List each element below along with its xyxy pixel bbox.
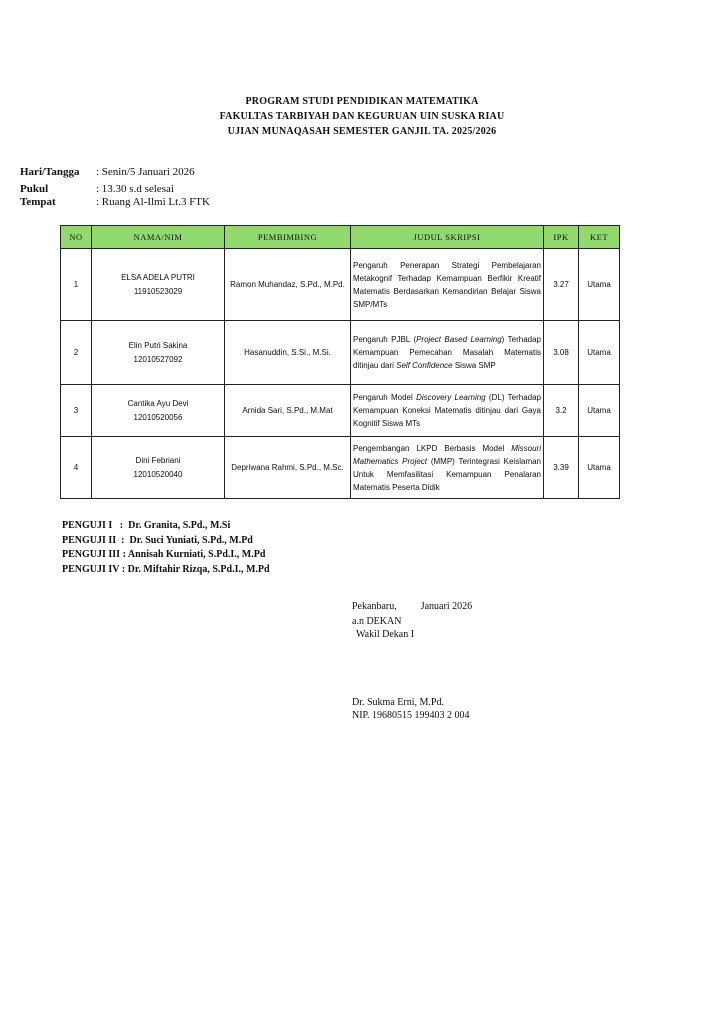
table-header-row: [61, 226, 620, 249]
row-ipk: 3.2: [544, 385, 579, 437]
row-nama-nim: [92, 321, 225, 385]
header-faculty: FAKULTAS TARBIYAH DAN KEGURUAN UIN SUSKA RIAU: [219, 111, 505, 122]
row-no: 1: [61, 249, 92, 321]
header-no: NO: [61, 226, 92, 249]
signature-city: Pekanbaru,: [352, 601, 397, 612]
examiner-4: PENGUJI IV : Dr. Miftahir Rizqa, S.Pd.I., M.Pd: [62, 563, 270, 575]
signature-name: Dr. Sukma Erni, M.Pd.: [352, 697, 444, 708]
student-nim: 12010520056: [133, 412, 183, 422]
tempat-value: : Ruang Al-Ilmi Lt.3 FTK: [96, 196, 210, 208]
student-name: Dini Febriani: [135, 455, 181, 465]
row-ket: Utama: [579, 437, 620, 499]
info-pukul: [20, 183, 174, 195]
judul-text: Pengaruh Model: [353, 393, 417, 402]
examiner-1: PENGUJI I : Dr. Granita, S.Pd., M.Si: [62, 520, 231, 531]
header-judul: JUDUL SKRIPSI: [351, 226, 544, 249]
signature-an: a.n DEKAN: [352, 616, 402, 627]
judul-italic: Project Based Learning: [416, 335, 502, 344]
info-hari: [20, 166, 195, 178]
student-name: ELSA ADELA PUTRI: [121, 272, 195, 282]
student-nim: 12010527092: [133, 354, 183, 364]
header-program: PROGRAM STUDI PENDIDIKAN MATEMATIKA: [245, 96, 479, 107]
hari-value: : Senin/5 Januari 2026: [96, 166, 195, 178]
row-nama-nim: [92, 249, 225, 321]
pukul-label: Pukul: [20, 183, 49, 195]
row-ipk: 3.39: [544, 437, 579, 499]
judul-text: Siswa SMP: [452, 361, 496, 370]
examiner-2: PENGUJI II : Dr. Suci Yuniati, S.Pd., M.Pd: [62, 534, 253, 546]
row-judul: [351, 321, 544, 385]
signature-date: Januari 2026: [420, 601, 473, 612]
judul-text: (MMP) Terintegrasi Keislaman Untuk Memfasilitasi Kemampuan Penalaran Matematis Peserta Didik: [353, 456, 541, 492]
row-pembimbing: Depriwana Rahmi, S.Pd., M.Sc.: [225, 437, 351, 499]
table-row: [61, 321, 620, 385]
row-ket: Utama: [579, 385, 620, 437]
judul-text: Pengaruh PJBL (: [353, 335, 417, 344]
signature-nip: NIP. 19680515 199403 2 004: [352, 710, 470, 721]
header-ipk: IPK: [544, 226, 579, 249]
table-row: [61, 385, 620, 437]
exam-schedule-table: [60, 225, 620, 499]
table-row: [61, 437, 620, 499]
judul-italic: Missouri Mathematics Project: [353, 443, 541, 466]
examiner-3: PENGUJI III : Annisah Kurniati, S.Pd.I., M.Pd: [62, 549, 266, 560]
row-ipk: 3.08: [544, 321, 579, 385]
student-name: Elin Putri Sakina: [128, 340, 188, 350]
row-pembimbing: Arnida Sari, S.Pd., M.Mat: [225, 385, 351, 437]
hari-label: Hari/Tangga: [20, 166, 80, 178]
pukul-value: : 13.30 s.d selesai: [96, 183, 174, 195]
judul-text: ) Terhadap Kemampuan Pemecahan Masalah Matematis ditinjau dari: [353, 335, 541, 370]
row-judul: [351, 249, 544, 321]
row-no: 2: [61, 321, 92, 385]
student-nim: 11910523029: [133, 286, 183, 296]
tempat-label: Tempat: [20, 196, 56, 208]
row-ket: Utama: [579, 321, 620, 385]
judul-text: Pengembangan LKPD Berbasis Model: [353, 443, 512, 453]
judul-text: (DL) Terhadap Kemampuan Koneksi Matematis ditinjau dari Gaya Kognitif Siswa MTs: [353, 393, 541, 428]
judul-text: Pengaruh Penerapan Strategi Pembelajaran Metakognif Terhadap Kemampuan Berfikir Kreatif Matematis Berdasarkan Kemandirian Belajar Siswa SMP/MTs: [353, 260, 541, 309]
signature-place-date: [352, 601, 472, 612]
header-exam: UJIAN MUNAQASAH SEMESTER GANJIL TA. 2025/2026: [227, 126, 497, 137]
signature-title: Wakil Dekan I: [356, 629, 415, 640]
row-judul: [351, 385, 544, 437]
row-nama-nim: [92, 385, 225, 437]
student-nim: 12010520040: [133, 469, 183, 479]
row-judul: [351, 437, 544, 499]
header-pembimbing: PEMBIMBING: [225, 226, 351, 249]
row-nama-nim: [92, 437, 225, 499]
row-ket: Utama: [579, 249, 620, 321]
judul-italic: Discovery Learning: [416, 393, 486, 402]
header-nama: NAMA/NIM: [92, 226, 225, 249]
document-header: [0, 94, 724, 139]
table-row: [61, 249, 620, 321]
row-pembimbing: Ramon Muhandaz, S.Pd., M.Pd.: [225, 249, 351, 321]
header-ket: KET: [579, 226, 620, 249]
row-ipk: 3.27: [544, 249, 579, 321]
examiner-list: [62, 519, 270, 577]
info-tempat: [20, 196, 210, 208]
row-pembimbing: Hasanuddin, S.Si., M.Si.: [225, 321, 351, 385]
student-name: Cantika Ayu Devi: [127, 398, 189, 408]
row-no: 4: [61, 437, 92, 499]
row-no: 3: [61, 385, 92, 437]
judul-italic: Self Confidence: [396, 361, 453, 370]
